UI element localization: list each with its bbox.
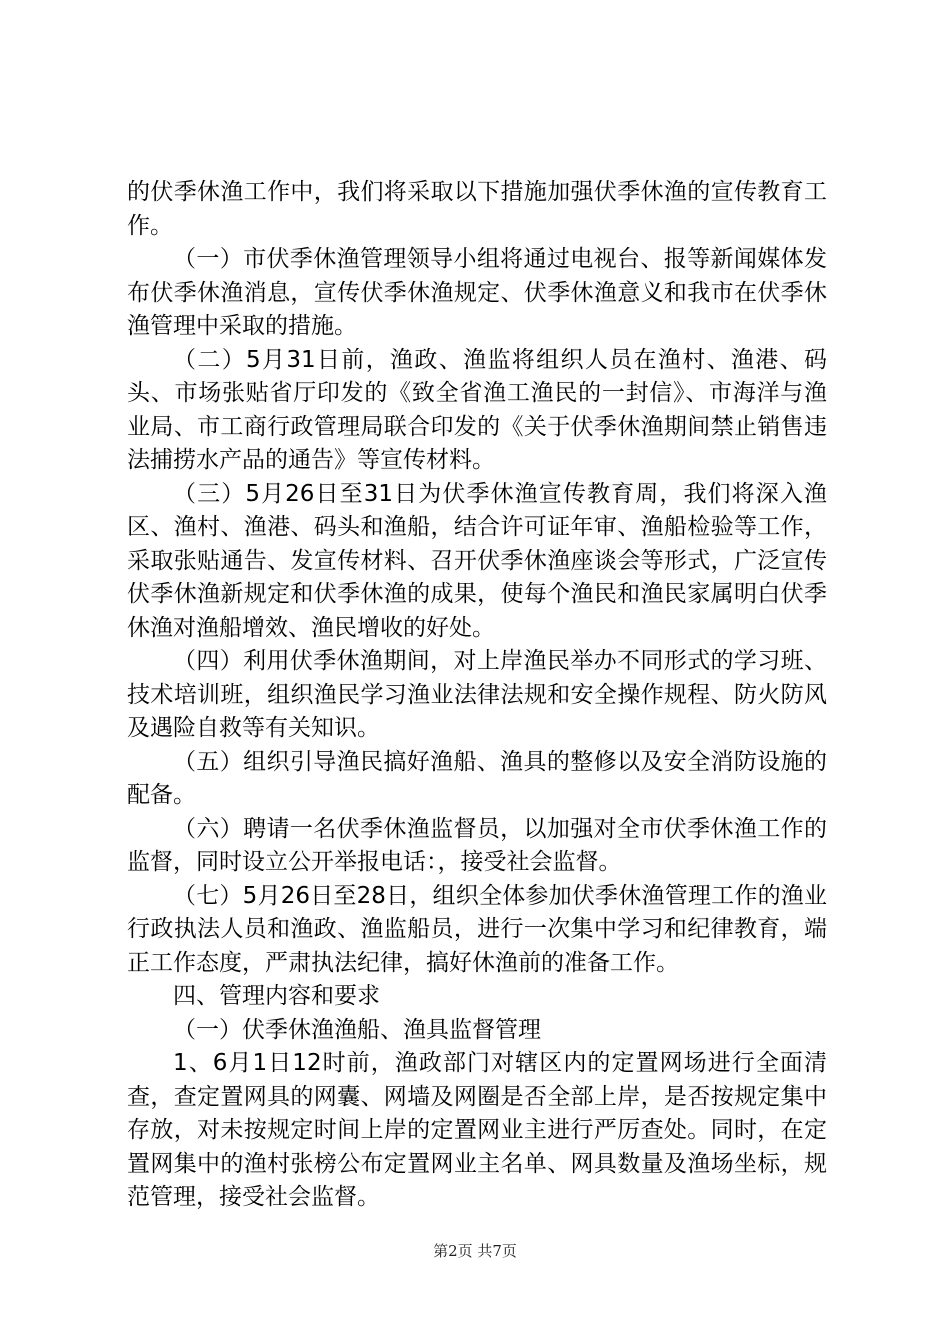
paragraph-item-2: （二）5月31日前，渔政、渔监将组织人员在渔村、渔港、码头、市场张贴省厅印发的《致全省渔工渔民的一封信》、市海洋与渔业局、市工商行政管理局联合印发的《关于伏季休渔期间禁止销售违法捕捞水产品的通告》等宣传材料。 — [127, 346, 827, 473]
paragraph-item-3: （三）5月26日至31日为伏季休渔宣传教育周，我们将深入渔区、渔村、渔港、码头和渔船，结合许可证年审、渔船检验等工作，采取张贴通告、发宣传材料、召开伏季休渔座谈会等形式，广泛宣传伏季休渔新规定和伏季休渔的成果，使每个渔民和渔民家属明白伏季休渔对渔船增效、渔民增收的好处。 — [127, 480, 827, 641]
section-heading: 四、管理内容和要求 — [173, 983, 380, 1009]
subsection-heading: （一）伏季休渔渔船、渔具监督管理 — [173, 1016, 541, 1043]
paragraph-item-4: （四）利用伏季休渔期间，对上岸渔民举办不同形式的学习班、技术培训班，组织渔民学习渔业法律法规和安全操作规程、防火防风及遇险自救等有关知识。 — [127, 648, 827, 741]
paragraph-item-6: （六）聘请一名伏季休渔监督员，以加强对全市伏季休渔工作的监督，同时设立公开举报电话：，接受社会监督。 — [127, 815, 827, 875]
page-footer: 第2页 共7页 — [433, 1242, 517, 1260]
paragraph-intro: 的伏季休渔工作中，我们将采取以下措施加强伏季休渔的宣传教育工作。 — [127, 179, 827, 239]
paragraph-clause-1: 1、6月1日12时前，渔政部门对辖区内的定置网场进行全面清查，查定置网具的网囊、网墙及网圈是否全部上岸，是否按规定集中存放，对未按规定时间上岸的定置网业主进行严厉查处。同时，在定置网集中的渔村张榜公布定置网业主名单、网具数量及渔场坐标，规范管理，接受社会监督。 — [127, 1050, 827, 1210]
paragraph-item-1: （一）市伏季休渔管理领导小组将通过电视台、报等新闻媒体发布伏季休渔消息，宣传伏季休渔规定、伏季休渔意义和我市在伏季休渔管理中采取的措施。 — [127, 246, 827, 339]
paragraph-item-7: （七）5月26日至28日，组织全体参加伏季休渔管理工作的渔业行政执法人员和渔政、渔监船员，进行一次集中学习和纪律教育，端正工作态度，严肃执法纪律，搞好休渔前的准备工作。 — [127, 882, 827, 976]
document-body — [127, 176, 827, 1215]
paragraph-item-5: （五）组织引导渔民搞好渔船、渔具的整修以及安全消防设施的配备。 — [127, 748, 827, 808]
